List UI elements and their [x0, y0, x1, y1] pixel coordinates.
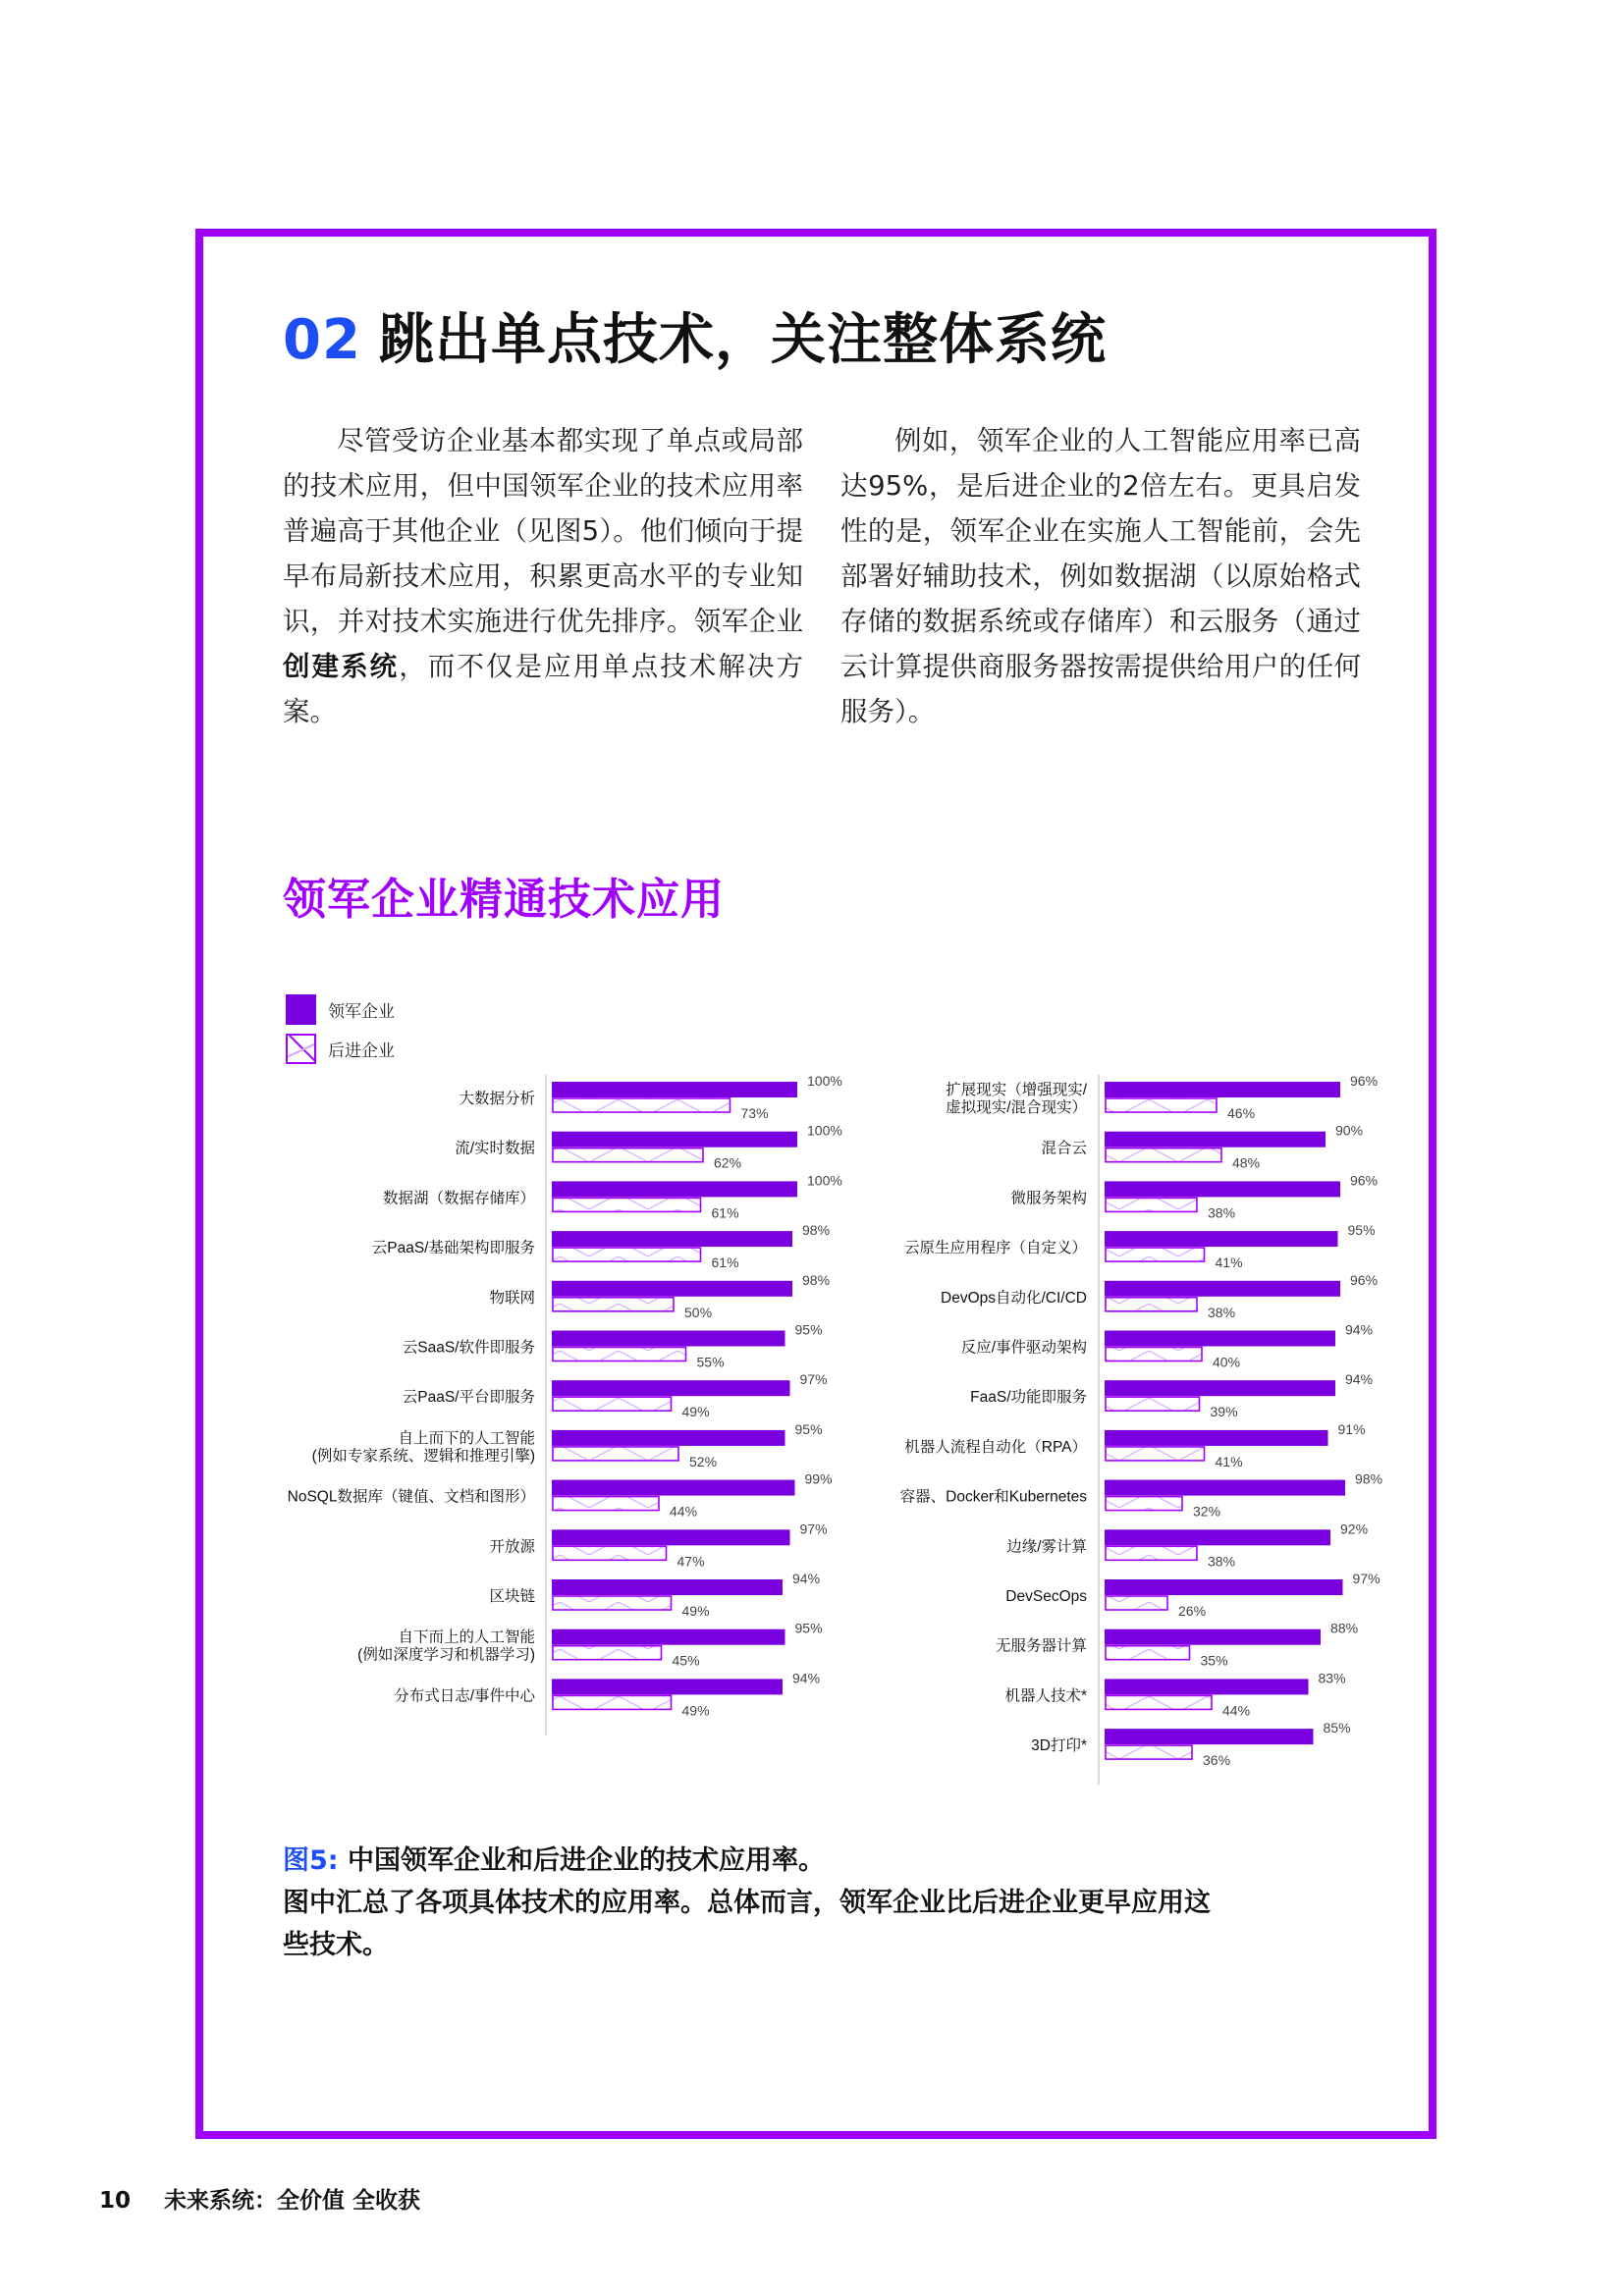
- data-label-laggards: 48%: [1232, 1154, 1261, 1171]
- bar-laggards: [553, 1148, 703, 1162]
- data-label-laggards: 45%: [672, 1652, 700, 1669]
- data-label-leaders: 96%: [1350, 1172, 1379, 1189]
- category-label: 自下而上的人工智能(例如深度学习和机器学习): [357, 1629, 535, 1664]
- data-label-leaders: 90%: [1335, 1122, 1364, 1139]
- data-label-laggards: 55%: [696, 1354, 725, 1370]
- bar-laggards: [1106, 1248, 1205, 1261]
- page-number: 10: [99, 2188, 132, 2214]
- category-label: 自上而下的人工智能(例如专家系统、逻辑和推理引擎): [311, 1429, 535, 1465]
- category-label: 无服务器计算: [995, 1637, 1087, 1655]
- data-label-leaders: 91%: [1337, 1420, 1366, 1437]
- data-label-laggards: 49%: [681, 1404, 710, 1420]
- body-emphasis: 创建系统: [283, 651, 400, 682]
- category-label: 云原生应用程序（自定义）: [903, 1240, 1087, 1257]
- bar-laggards: [553, 1497, 659, 1511]
- bar-laggards: [1106, 1695, 1212, 1709]
- bar-leaders: [552, 1281, 792, 1297]
- data-label-laggards: 73%: [740, 1105, 769, 1121]
- bar-laggards: [553, 1397, 672, 1411]
- data-label-leaders: 83%: [1318, 1670, 1346, 1686]
- category-label: 云PaaS/平台即服务: [402, 1389, 535, 1407]
- bar-leaders: [1105, 1231, 1338, 1247]
- bar-laggards: [1106, 1596, 1167, 1610]
- bar-laggards: [1106, 1546, 1197, 1560]
- bar-leaders: [1105, 1579, 1343, 1595]
- data-label-leaders: 96%: [1350, 1073, 1379, 1089]
- data-label-leaders: 99%: [804, 1470, 833, 1487]
- bar-laggards: [1106, 1745, 1192, 1759]
- category-label: 反应/事件驱动架构: [960, 1339, 1087, 1357]
- data-label-laggards: 39%: [1210, 1404, 1238, 1420]
- bar-laggards: [1106, 1348, 1202, 1362]
- data-label-leaders: 85%: [1323, 1720, 1351, 1736]
- data-label-leaders: 98%: [1355, 1470, 1383, 1487]
- data-label-leaders: 97%: [799, 1521, 828, 1537]
- data-label-leaders: 100%: [807, 1172, 842, 1189]
- data-label-laggards: 40%: [1213, 1354, 1241, 1370]
- data-label-laggards: 38%: [1208, 1304, 1236, 1320]
- bar-leaders: [552, 1181, 797, 1197]
- legend-label-laggards: 后进企业: [328, 1041, 395, 1061]
- document-title: 未来系统：全价值 全收获: [164, 2188, 421, 2214]
- category-label: 机器人流程自动化（RPA）: [904, 1438, 1087, 1456]
- category-label: 容器、Docker和Kubernetes: [899, 1488, 1087, 1506]
- data-label-leaders: 88%: [1330, 1620, 1359, 1636]
- data-label-leaders: 97%: [1352, 1571, 1380, 1586]
- bar-leaders: [1105, 1529, 1330, 1545]
- data-label-laggards: 52%: [689, 1453, 718, 1469]
- category-label: 3D打印*: [1031, 1737, 1087, 1755]
- caption-title-line: [283, 1840, 1225, 1882]
- bar-laggards: [1106, 1198, 1197, 1211]
- data-label-leaders: 92%: [1340, 1521, 1369, 1537]
- category-label: DevSecOps: [1005, 1588, 1087, 1605]
- category-label: 混合云: [1041, 1140, 1087, 1157]
- category-label: 区块链: [489, 1588, 535, 1605]
- bar-laggards: [1106, 1497, 1182, 1511]
- bar-leaders: [1105, 1380, 1335, 1396]
- data-label-laggards: 61%: [711, 1255, 739, 1271]
- body-text-segment: 尽管受访企业基本都实现了单点或局部的技术应用，但中国领军企业的技术应用率普遍高于其他企业（见图5）。他们倾向于提早布局新技术应用，积累更高水平的专业知识，并对技术实施进行优先排序。领军企业: [283, 425, 803, 637]
- data-label-leaders: 98%: [802, 1222, 831, 1239]
- data-label-leaders: 95%: [794, 1620, 823, 1636]
- data-label-laggards: 62%: [714, 1154, 742, 1171]
- bar-leaders: [552, 1132, 797, 1148]
- data-label-leaders: 100%: [807, 1073, 842, 1089]
- bar-laggards: [553, 1546, 667, 1560]
- bar-laggards: [553, 1298, 674, 1311]
- data-label-laggards: 44%: [1222, 1702, 1251, 1719]
- data-label-leaders: 98%: [802, 1271, 831, 1288]
- data-label-leaders: 95%: [794, 1420, 823, 1437]
- bar-laggards: [553, 1695, 672, 1709]
- bar-laggards: [1106, 1148, 1221, 1162]
- category-label: 分布式日志/事件中心: [394, 1687, 535, 1705]
- category-label: 数据湖（数据存储库）: [382, 1190, 535, 1207]
- bar-leaders: [1105, 1331, 1335, 1347]
- figure-title: 中国领军企业和后进企业的技术应用率。: [338, 1845, 825, 1876]
- category-label: NoSQL数据库（键值、文档和图形）: [287, 1488, 535, 1506]
- bar-leaders: [552, 1331, 785, 1347]
- bar-leaders: [1105, 1480, 1345, 1496]
- bar-laggards: [1106, 1098, 1217, 1112]
- caption-text: 图中汇总了各项具体技术的应用率。总体而言，领军企业比后进企业更早应用这些技术。: [283, 1888, 1211, 1960]
- body-text-segment: ，而不仅是应用单点技术解决方案。: [283, 651, 804, 727]
- bar-leaders: [1105, 1082, 1340, 1097]
- category-label: 机器人技术*: [1004, 1687, 1087, 1705]
- category-label: 云PaaS/基础架构即服务: [371, 1240, 535, 1257]
- bar-leaders: [552, 1082, 797, 1097]
- data-label-laggards: 35%: [1200, 1652, 1228, 1669]
- bar-laggards: [553, 1248, 701, 1261]
- figure-caption: [283, 1840, 1225, 1966]
- bar-leaders: [1105, 1281, 1340, 1297]
- bar-leaders: [1105, 1132, 1326, 1148]
- figure-label: 图5:: [283, 1845, 339, 1876]
- bar-laggards: [1106, 1397, 1200, 1411]
- bar-laggards: [1106, 1447, 1205, 1461]
- bar-leaders: [552, 1529, 790, 1545]
- bar-laggards: [553, 1198, 701, 1211]
- data-label-leaders: 96%: [1350, 1271, 1379, 1288]
- data-label-laggards: 41%: [1215, 1255, 1243, 1271]
- category-label: 大数据分析: [459, 1091, 535, 1107]
- page-footer: [99, 2182, 420, 2215]
- legend-label-leaders: 领军企业: [328, 1001, 395, 1022]
- data-label-laggards: 41%: [1215, 1453, 1243, 1469]
- data-label-laggards: 61%: [711, 1204, 739, 1221]
- data-label-laggards: 44%: [670, 1503, 698, 1520]
- data-label-laggards: 38%: [1208, 1553, 1236, 1570]
- category-label: FaaS/功能即服务: [970, 1389, 1087, 1407]
- body-paragraph-right: 例如，领军企业的人工智能应用率已高达95%，是后进企业的2倍左右。更具启发性的是，领军企业在实施人工智能前，会先部署好辅助技术，例如数据湖（以原始格式存储的数据系统或存储库）和云服务（通过云计算提供商服务器按需提供给用户的任何服务）。: [840, 425, 1361, 727]
- category-label: 开放源: [489, 1538, 535, 1556]
- data-label-laggards: 38%: [1208, 1204, 1236, 1221]
- bar-laggards: [553, 1098, 731, 1112]
- bar-laggards: [1106, 1298, 1197, 1311]
- section-heading: 跳出单点技术，关注整体系统: [378, 308, 1107, 372]
- data-label-laggards: 26%: [1178, 1603, 1207, 1619]
- bar-laggards: [1106, 1646, 1190, 1660]
- data-label-leaders: 94%: [1345, 1371, 1374, 1388]
- data-label-leaders: 95%: [794, 1321, 823, 1338]
- bar-leaders: [552, 1629, 785, 1645]
- data-label-leaders: 97%: [799, 1371, 828, 1388]
- data-label-laggards: 49%: [681, 1702, 710, 1719]
- category-label: 边缘/雾计算: [1006, 1538, 1087, 1556]
- bar-laggards: [553, 1348, 686, 1362]
- bar-leaders: [552, 1380, 790, 1396]
- category-label: DevOps自动化/CI/CD: [941, 1289, 1087, 1307]
- data-label-laggards: 47%: [677, 1553, 705, 1570]
- bar-leaders: [1105, 1679, 1309, 1694]
- data-label-laggards: 49%: [681, 1603, 710, 1619]
- data-label-laggards: 32%: [1193, 1503, 1221, 1520]
- bar-leaders: [1105, 1729, 1314, 1744]
- bar-leaders: [552, 1231, 792, 1247]
- category-label: 物联网: [489, 1289, 535, 1307]
- category-label: 流/实时数据: [455, 1140, 535, 1157]
- data-label-leaders: 100%: [807, 1122, 842, 1139]
- data-label-laggards: 50%: [684, 1304, 713, 1320]
- data-label-leaders: 94%: [1345, 1321, 1374, 1338]
- bar-leaders: [1105, 1181, 1340, 1197]
- bar-laggards: [553, 1447, 678, 1461]
- data-label-leaders: 94%: [792, 1571, 821, 1586]
- data-label-laggards: 46%: [1227, 1105, 1256, 1121]
- data-label-laggards: 36%: [1203, 1752, 1231, 1769]
- bar-leaders: [552, 1430, 785, 1446]
- bar-leaders: [552, 1679, 783, 1694]
- bar-leaders: [552, 1579, 783, 1595]
- bar-leaders: [1105, 1430, 1328, 1446]
- bar-leaders: [552, 1480, 795, 1496]
- data-label-leaders: 94%: [792, 1670, 821, 1686]
- category-label: 扩展现实（增强现实/虚拟现实/混合现实）: [946, 1082, 1087, 1116]
- bar-laggards: [553, 1646, 662, 1660]
- category-label: 微服务架构: [1010, 1190, 1087, 1207]
- bar-leaders: [1105, 1629, 1321, 1645]
- section-number: 02: [283, 308, 361, 372]
- data-label-leaders: 95%: [1347, 1222, 1376, 1239]
- bar-laggards: [553, 1596, 672, 1610]
- category-label: 云SaaS/软件即服务: [402, 1339, 535, 1357]
- chart-title: 领军企业精通技术应用: [283, 875, 725, 925]
